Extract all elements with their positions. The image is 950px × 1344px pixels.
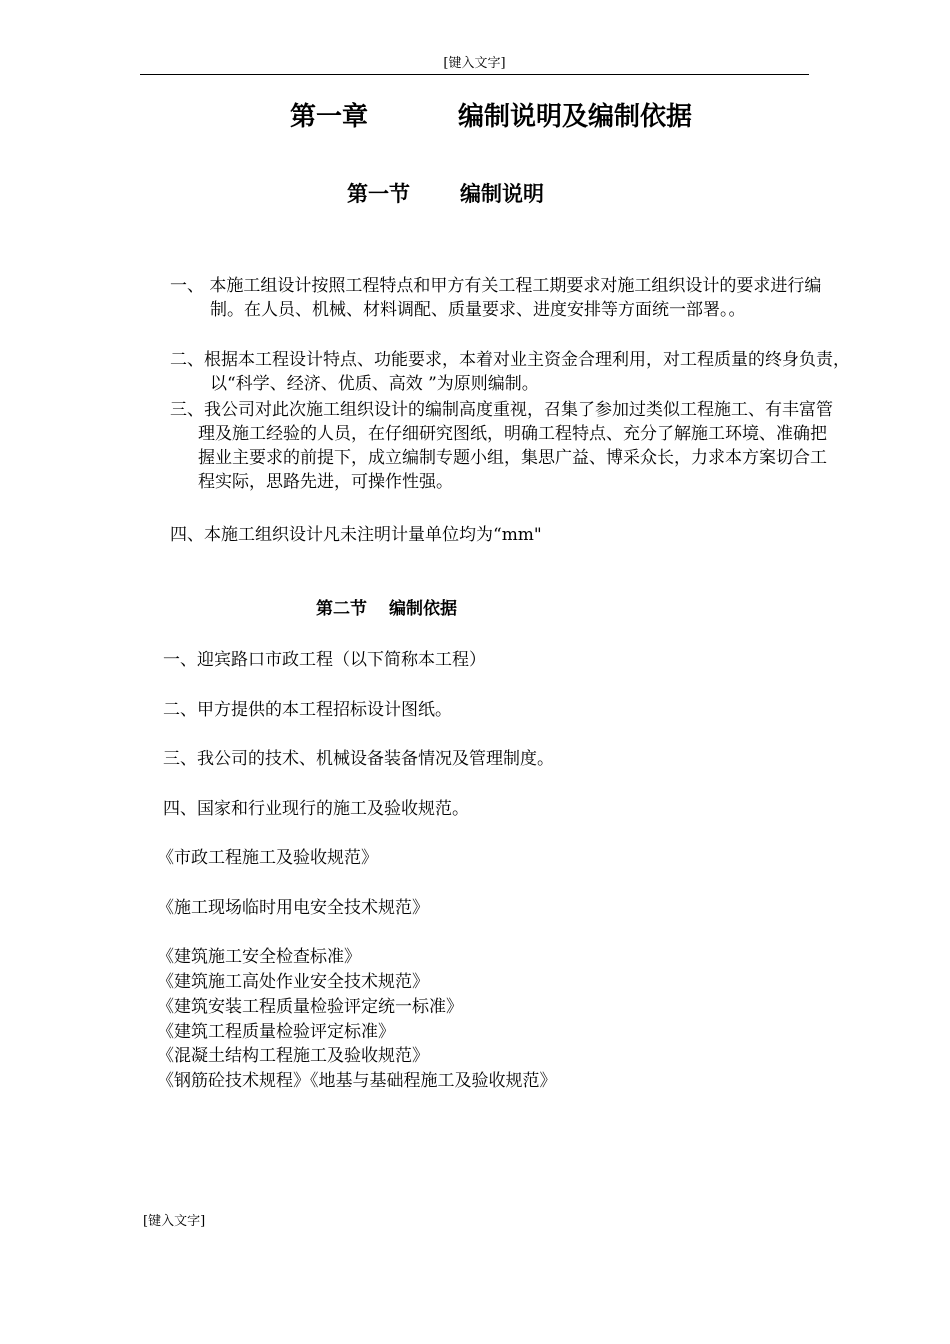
chapter-number: 第一章: [289, 102, 368, 132]
header-text: [键入文字]: [443, 56, 506, 71]
section-1-item-3: 三、我公司对此次施工组织设计的编制高度重视，召集了参加过类似工程施工、有丰富管理及施工经验的人员，在仔细研究图纸，明确工程特点、充分了解施工环境、准确把握业主要求的前提下，成立编制专题小组，集思广益、博采众长，力求本方案切合工程实际，思路先进，可操作性强。: [170, 400, 833, 492]
section-2-item-1: 一、迎宾路口市政工程（以下简称本工程）: [163, 650, 486, 670]
chapter-title: [0, 100, 950, 134]
standard-item: 《施工现场临时用电安全技术规范》: [157, 898, 429, 918]
section-1-item-2: 二、根据本工程设计特点、功能要求，本着对业主资金合理利用，对工程质量的终身负责，以“科学、经济、优质、高效 ”为原则编制。: [170, 350, 850, 394]
section-2-item-2: 二、甲方提供的本工程招标设计图纸。: [163, 700, 452, 720]
standard-item: 《建筑施工安全检查标准》: [157, 947, 361, 967]
page-header: [140, 56, 809, 75]
section-2-item-3: 三、我公司的技术、机械设备装备情况及管理制度。: [163, 749, 554, 769]
chapter-heading: 编制说明及编制依据: [458, 102, 693, 132]
standard-item: 《市政工程施工及验收规范》: [157, 848, 378, 868]
standard-item: 《钢筋砼技术规程》《地基与基础程施工及验收规范》: [157, 1071, 557, 1091]
page-footer: [键入文字]: [143, 1214, 206, 1229]
section-2-heading: 编制依据: [389, 599, 457, 619]
section-2-item-4: 四、国家和行业现行的施工及验收规范。: [163, 799, 469, 819]
section-1-item-1: 一、 本施工组设计按照工程特点和甲方有关工程工期要求对施工组织设计的要求进行编制。在人员、机械、材料调配、质量要求、进度安排等方面统一部署。。: [170, 276, 822, 320]
section-1-title: [347, 180, 544, 208]
section-2-number: 第二节: [316, 599, 367, 619]
section-1-item-4: 四、本施工组织设计凡未注明计量单位均为“mm": [170, 525, 542, 545]
standard-item: 《建筑工程质量检验评定标准》: [157, 1022, 395, 1042]
standard-item: 《混凝土结构工程施工及验收规范》: [157, 1046, 429, 1066]
section-2-title: [316, 597, 457, 621]
standard-item: 《建筑安装工程质量检验评定统一标准》: [157, 997, 463, 1017]
section-1-number: 第一节: [347, 182, 410, 206]
standard-item: 《建筑施工高处作业安全技术规范》: [157, 972, 429, 992]
section-1-heading: 编制说明: [460, 182, 544, 206]
